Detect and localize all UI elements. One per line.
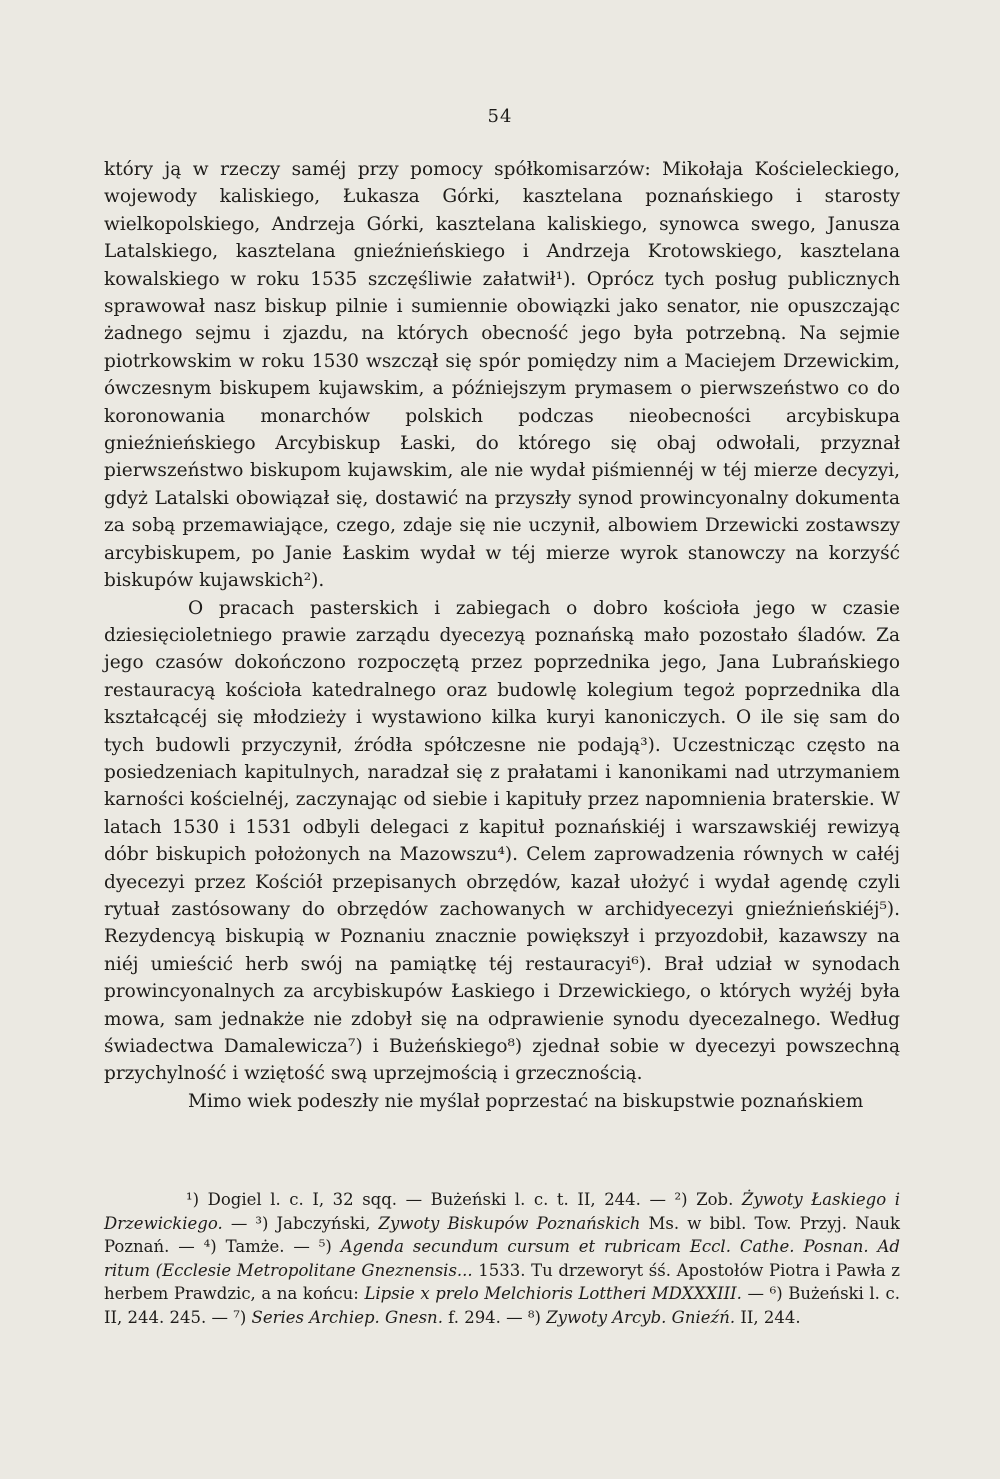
footnote-title: Series Archiep. Gnesn. <box>251 1307 443 1327</box>
paragraph-2: O pracach pasterskich i zabiegach o dobro kościoła jego w czasie dziesięcioletniego prawie zarządu dyecezyą poznańską mało pozostało śladów. Za jego czasów dokończono rozpoczętą przez poprzednika jego, Jana Lubrańskiego restauracyą kościoła katedralnego oraz budowlę kolegium tegoż poprzednika dla kształcącéj się młodzieży i wystawiono kilka kuryi kanoniczych. O ile się sam do tych budowli przyczynił, źródła spółczesne nie podają³). Uczestnicząc często na posiedzeniach kapitulnych, naradzał się z prałatami i kanonikami nad utrzymaniem karności kościelnéj, zaczynając od siebie i kapituły przez napomnienia braterskie. W latach 1530 i 1531 odbyli delegaci z kapituł poznańskiéj i warszawskiéj rewizyą dóbr biskupich położonych na Mazowszu⁴). Celem zaprowadzenia równych w całéj dyecezyi przez Kościół przepisanych obrzędów, kazał ułożyć i wydał agendę czyli rytuał zastósowany do obrzędów zachowanych w archidyecezyi gnieźnieńskiéj⁵). Rezydencyą biskupią w Poznaniu znacznie powiększył i przyozdobił, kazawszy na niéj umieścić herb swój na pamiątkę téj restauracyi⁶). Brał udział w synodach prowincyonalnych za arcybiskupów Łaskiego i Drzewickiego, o których wyżéj była mowa, sam jednakże nie zdobył się na odprawienie synodu dyecezalnego. Według świadectwa Damalewicza⁷) i Bużeńskiego⁸) zjednał sobie w dyecezyi powszechną przychylność i wziętość swą uprzejmością i grzecznością. <box>104 597 900 1085</box>
footnote-block <box>104 1188 900 1330</box>
footnote-title: Lipsie x prelo Melchioris Lottheri MDXXXIII. <box>364 1284 742 1304</box>
footnote-text: Ms. w bibl. Tow. Przyj. Nauk Poznań. — ⁴) Tamże. — ⁵) <box>104 1213 900 1257</box>
footnote-text: — ³) Jabczyński, <box>222 1213 379 1233</box>
footnote-title: Żywoty Łaskiego i Drzewickiego. <box>104 1190 900 1233</box>
footnote-text: 1533. Tu drzeworyt śś. Apostołów Piotra i Pawła z herbem Prawdzic, a na końcu: <box>104 1260 900 1304</box>
page-number: 54 <box>487 106 513 127</box>
footnote-text: — ⁶) Bużeński l. c. II, 244. 245. — ⁷) <box>104 1284 900 1327</box>
footnotes <box>104 1188 900 1330</box>
footnote-text: ¹) Dogiel l. c. I, 32 sqq. — Bużeński l. c. t. II, 244. — ²) Zob. <box>186 1190 742 1209</box>
paragraph-3: Mimo wiek podeszły nie myślał poprzestać na biskupstwie poznańskiem <box>188 1090 864 1112</box>
footnote-text: II, 244. <box>735 1307 801 1327</box>
footnote-title: Agenda secundum cursum et rubricam Eccl. Cathe. Posnan. Ad ritum (Ecclesie Metropolitane Gneznensis... <box>104 1237 900 1280</box>
footnote-title: Zywoty Arcyb. Gnieźń. <box>546 1307 736 1327</box>
main-text <box>104 156 900 1115</box>
footnote-text: f. 294. — ⁸) <box>442 1307 547 1327</box>
footnote-title: Zywoty Biskupów Poznańskich <box>378 1213 641 1233</box>
paragraph-1: który ją w rzeczy saméj przy pomocy spółkomisarzów: Mikołaja Kościeleckiego, wojewody kaliskiego, Łukasza Górki, kasztelana poznańskiego i starosty wielkopolskiego, Andrzeja Górki, kasztelana kaliskiego, synowca swego, Janusza Latalskiego, kasztelana gnieźnieńskiego i Andrzeja Krotowskiego, kasztelana kowalskiego w roku 1535 szczęśliwie załatwił¹). Oprócz tych posług publicznych sprawował nasz biskup pilnie i sumiennie obowiązki jako senator, nie opuszczając żadnego sejmu i zjazdu, na których obecność jego była potrzebną. Na sejmie piotrkowskim w roku 1530 wszczął się spór pomiędzy nim a Maciejem Drzewickim, ówczesnym biskupem kujawskim, a późniejszym prymasem o pierwszeństwo co do koronowania monarchów polskich podczas nieobecności arcybiskupa gnieźnieńskiego Arcybiskup Łaski, do którego się obaj odwołali, przyznał pierwszeństwo biskupom kujawskim, ale nie wydał piśmiennéj w téj mierze decyzyi, gdyż Latalski obowiązał się, dostawić na przyszły synod prowincyonalny dokumenta za sobą przemawiające, czego, zdaje się nie uczynił, albowiem Drzewicki zostawszy arcybiskupem, po Janie Łaskim wydał w téj mierze wyrok stanowczy na korzyść biskupów kujawskich²). <box>104 159 900 592</box>
